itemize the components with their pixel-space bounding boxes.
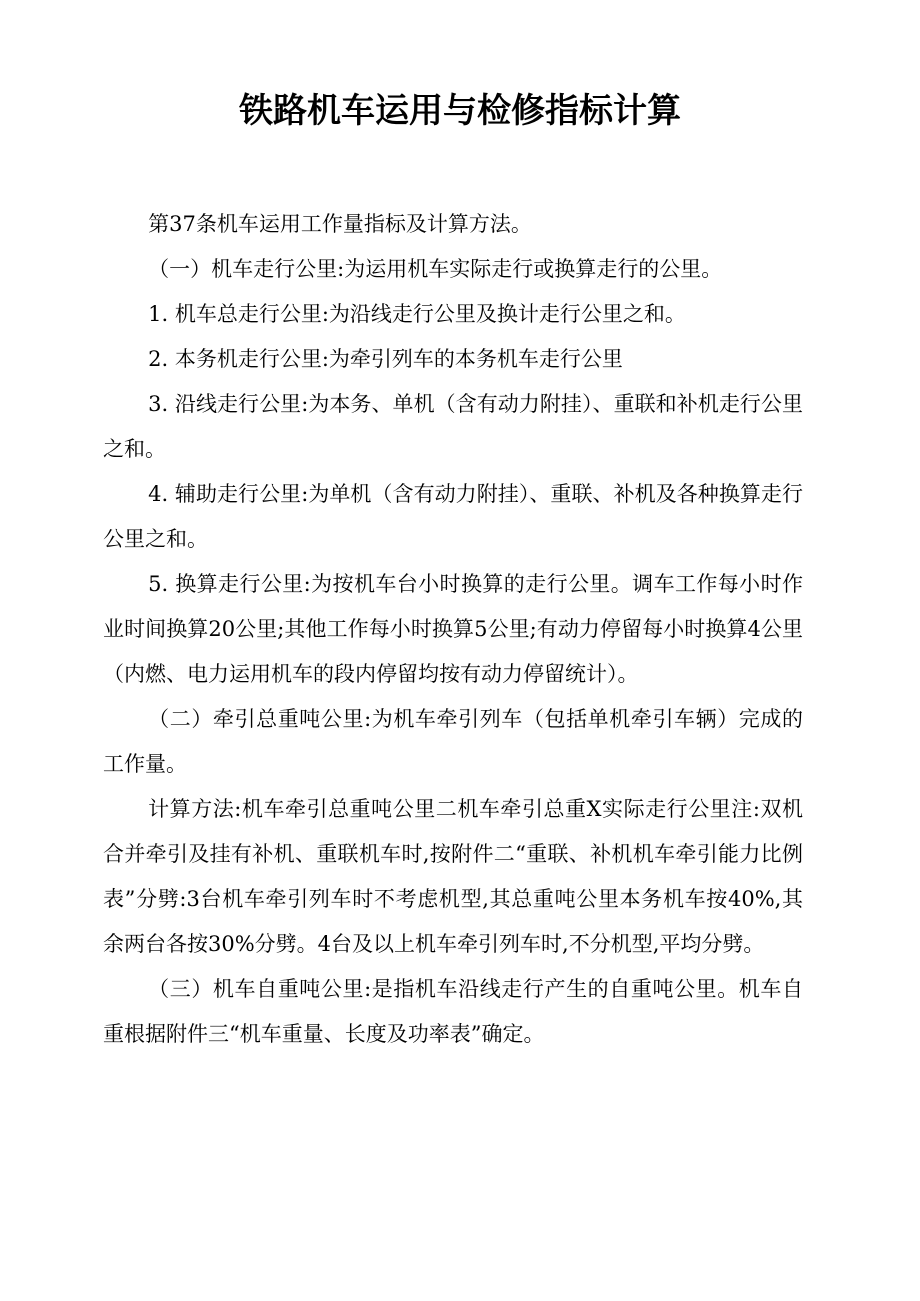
section-3-heading: （三）机车自重吨公里:是指机车沿线走行产生的自重吨公里。机车自重根据附件三“机车重量、长度及功率表”确定。	[103, 977, 803, 1046]
item-3: 3. 沿线走行公里:为本务、单机（含有动力附挂）、重联和补机走行公里之和。	[103, 392, 803, 461]
item-2: 2. 本务机走行公里:为牵引列车的本务机车走行公里	[148, 347, 623, 371]
calculation-method: 计算方法:机车牵引总重吨公里二机车牵引总重X实际走行公里注:双机合并牵引及挂有补机、重联机车时,按附件二“重联、补机机车牵引能力比例表”分劈:3台机车牵引列车时不考虑机型,其总重吨公里本务机车按40%,其余两台各按30%分劈。4台及以上机车牵引列车时,不分机型,平均分劈。	[103, 797, 803, 956]
article-heading: 第37条机车运用工作量指标及计算方法。	[148, 212, 532, 236]
item-1: 1. 机车总走行公里:为沿线走行公里及换计走行公里之和。	[148, 302, 686, 326]
section-1-heading: （一）机车走行公里:为运用机车实际走行或换算走行的公里。	[148, 257, 723, 281]
document-body	[103, 202, 803, 1057]
item-4: 4. 辅助走行公里:为单机（含有动力附挂）、重联、补机及各种换算走行公里之和。	[103, 482, 803, 551]
section-2-heading: （二）牵引总重吨公里:为机车牵引列车（包括单机牵引车辆）完成的工作量。	[103, 707, 803, 776]
document-title: 铁路机车运用与检修指标计算	[239, 91, 681, 131]
item-5: 5. 换算走行公里:为按机车台小时换算的走行公里。调车工作每小时作业时间换算20公里;其他工作每小时换算5公里;有动力停留每小时换算4公里（内燃、电力运用机车的段内停留均按有动力停留统计）。	[103, 572, 803, 686]
